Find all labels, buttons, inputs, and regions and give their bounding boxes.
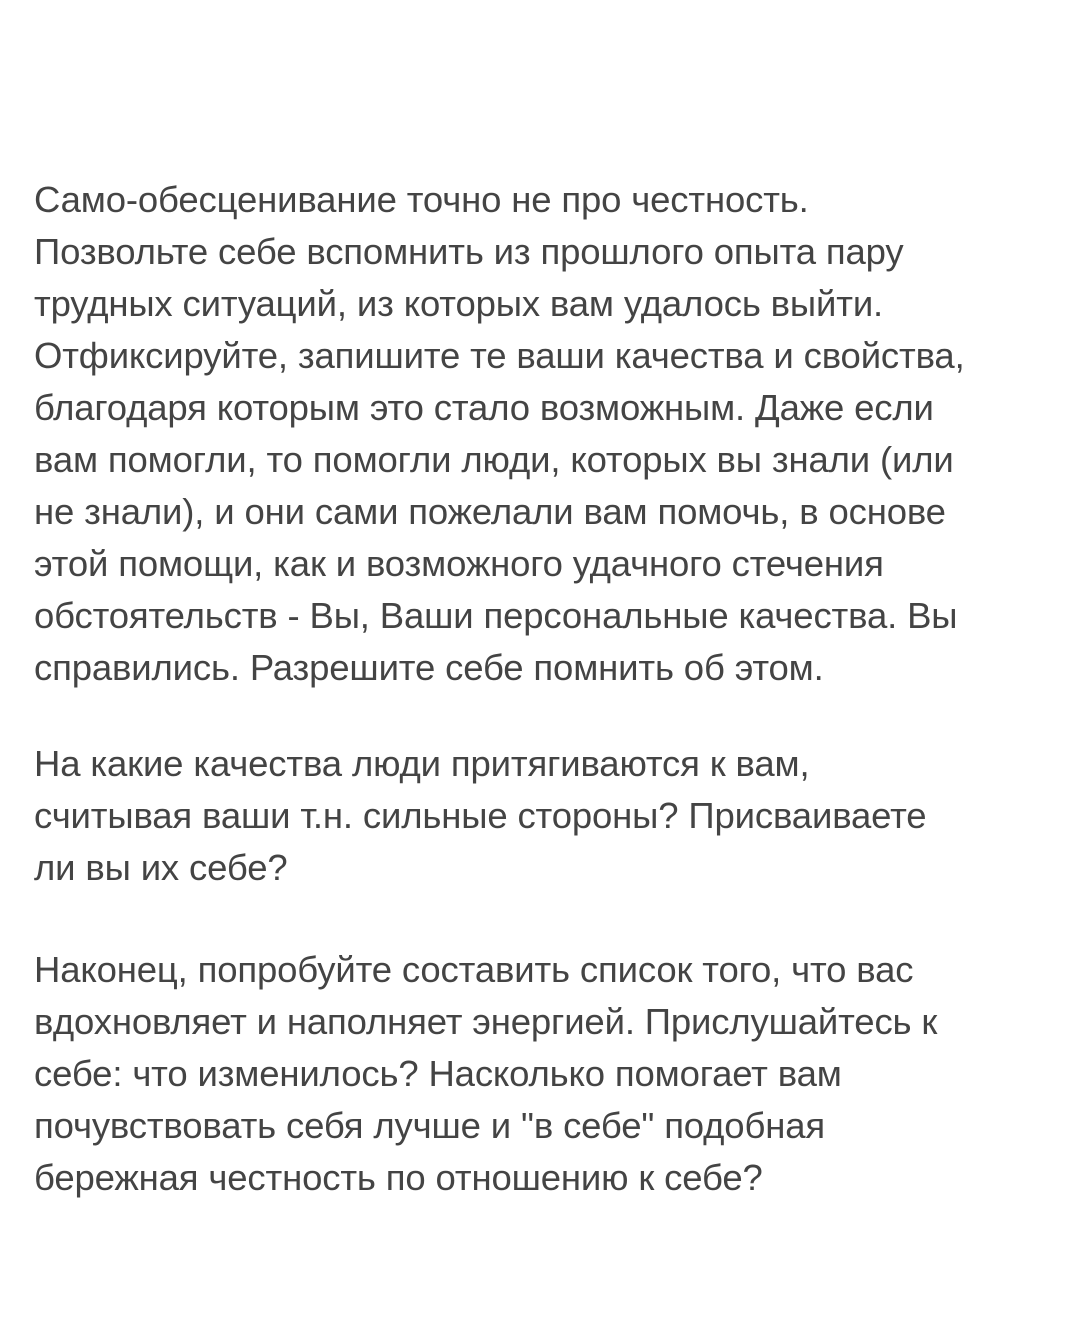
text-line: Наконец, попробуйте составить список того, что вас bbox=[34, 949, 914, 990]
text-line: не знали), и они сами пожелали вам помочь, в основе bbox=[34, 491, 946, 532]
paragraph-inspiration-list bbox=[34, 944, 937, 1204]
text-line: бережная честность по отношению к себе? bbox=[34, 1157, 763, 1198]
text-line: вам помогли, то помогли люди, которых вы знали (или bbox=[34, 439, 954, 480]
text-line: считывая ваши т.н. сильные стороны? Присваиваете bbox=[34, 795, 927, 836]
text-line: трудных ситуаций, из которых вам удалось выйти. bbox=[34, 283, 884, 324]
text-line: Позвольте себе вспомнить из прошлого опыта пару bbox=[34, 231, 904, 272]
text-line: благодаря которым это стало возможным. Даже если bbox=[34, 387, 934, 428]
text-line: ли вы их себе? bbox=[34, 847, 288, 888]
text-line: Отфиксируйте, запишите те ваши качества и свойства, bbox=[34, 335, 965, 376]
text-line: этой помощи, как и возможного удачного стечения bbox=[34, 543, 884, 584]
paragraph-strengths-question bbox=[34, 738, 926, 894]
paragraph-self-devaluation bbox=[34, 174, 965, 694]
text-line: вдохновляет и наполняет энергией. Прислушайтесь к bbox=[34, 1001, 938, 1042]
text-line: Само-обесценивание точно не про честность. bbox=[34, 179, 809, 220]
text-line: себе: что изменилось? Насколько помогает вам bbox=[34, 1053, 842, 1094]
text-line: почувствовать себя лучше и "в себе" подобная bbox=[34, 1105, 825, 1146]
text-line: На какие качества люди притягиваются к вам, bbox=[34, 743, 810, 784]
text-line: справились. Разрешите себе помнить об этом. bbox=[34, 647, 824, 688]
text-line: обстоятельств - Вы, Ваши персональные качества. Вы bbox=[34, 595, 958, 636]
